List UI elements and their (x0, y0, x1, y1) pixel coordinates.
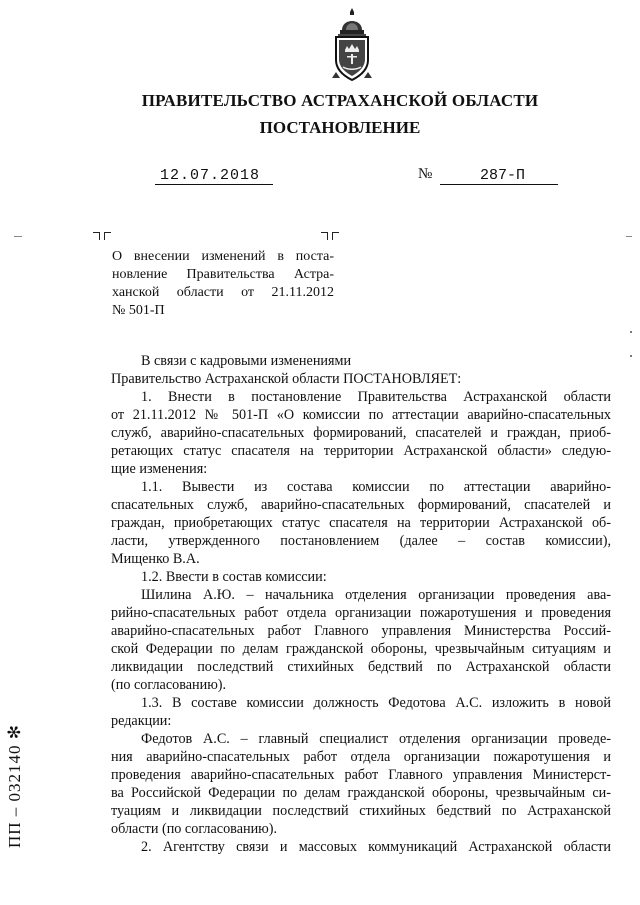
body-line: спасательных служб, аварийно-спасательных формирований, спасателей и (111, 497, 611, 513)
number-underline (440, 184, 558, 185)
subject-line: ханской области от 21.11.2012 (112, 285, 334, 300)
document-type: ПОСТАНОВЛЕНИЕ (259, 118, 421, 137)
body-line: ния аварийно-спасательных работ отдела организации пожаротушения и (111, 749, 611, 765)
body-line: редакции: (111, 713, 172, 729)
body-line: туациям и ликвидации последствий стихийных бедствий по Астраханской (111, 803, 611, 819)
body-line: ской Федерации по делам гражданской обороны, чрезвычайным ситуациям и (111, 641, 611, 657)
body-line: В связи с кадровыми изменениями (141, 353, 352, 369)
body-line: 1. Внести в постановление Правительства Астраханской области (141, 389, 611, 405)
document-subject (112, 248, 334, 320)
body-line: Шилина А.Ю. – начальника отделения организации проведения ава- (141, 587, 611, 603)
body-line: Федотов А.С. – главный специалист отделения организации проведе- (141, 731, 611, 747)
body-line: щие изменения: (111, 461, 208, 477)
margin-serial-number: ПП – 032140 ✻ (5, 723, 24, 848)
corner-mark (321, 232, 328, 240)
subject-line: О внесении изменений в поста- (112, 249, 334, 264)
body-line: ликвидации последствий стихийных бедствий по Астраханской области (111, 659, 611, 675)
subject-line: № 501-П (112, 303, 165, 318)
body-line: ретающих статус спасателя на территории Астраханской области» следую- (111, 443, 611, 459)
scan-mark (630, 331, 632, 333)
body-line: Мищенко В.А. (111, 551, 200, 567)
body-line: от 21.11.2012 № 501-П «О комиссии по аттестации аварийно-спасательных (111, 407, 611, 423)
scan-mark (630, 355, 632, 357)
body-line: 1.2. Ввести в состав комиссии: (141, 569, 327, 585)
body-line: ласти, утвержденного постановлением (далее – состав комиссии), (111, 533, 611, 549)
body-line: (по согласованию). (111, 677, 227, 693)
body-line: 2. Агентству связи и массовых коммуникаций Астраханской области (141, 839, 611, 855)
scan-mark (14, 236, 22, 237)
date-underline (155, 184, 273, 185)
body-line: 1.3. В составе комиссии должность Федотова А.С. изложить в новой (141, 695, 611, 711)
body-line: ва Российской Федерации по делам гражданской обороны, чрезвычайным си- (111, 785, 611, 801)
corner-mark (104, 232, 111, 240)
document-date: 12.07.2018 (160, 167, 261, 184)
body-line: рийно-спасательных работ отдела организации пожаротушения и проведения (111, 605, 611, 621)
corner-mark (332, 232, 339, 240)
body-line: служб, аварийно-спасательных формирований, спасателей и граждан, приоб- (111, 425, 611, 441)
scan-mark (626, 236, 632, 237)
body-line: 1.1. Вывести из состава комиссии по аттестации аварийно- (141, 479, 611, 495)
document-number: 287-П (480, 167, 526, 184)
subject-line: новление Правительства Астра- (112, 267, 334, 282)
body-line: области (по согласованию). (111, 821, 278, 837)
body-line: граждан, приобретающих статус спасателя на территории Астраханской об- (111, 515, 611, 531)
body-line: проведения аварийно-спасательных работ Главного управления Министерст- (111, 767, 611, 783)
coat-of-arms-icon (326, 6, 378, 86)
page-title: ПРАВИТЕЛЬСТВО АСТРАХАНСКОЙ ОБЛАСТИ (141, 91, 539, 110)
body-line: Правительство Астраханской области ПОСТАНОВЛЯЕТ: (111, 371, 462, 387)
body-line: аварийно-спасательных работ Главного управления Министерства Россий- (111, 623, 611, 639)
number-sign: № (418, 166, 433, 182)
corner-mark (93, 232, 100, 240)
